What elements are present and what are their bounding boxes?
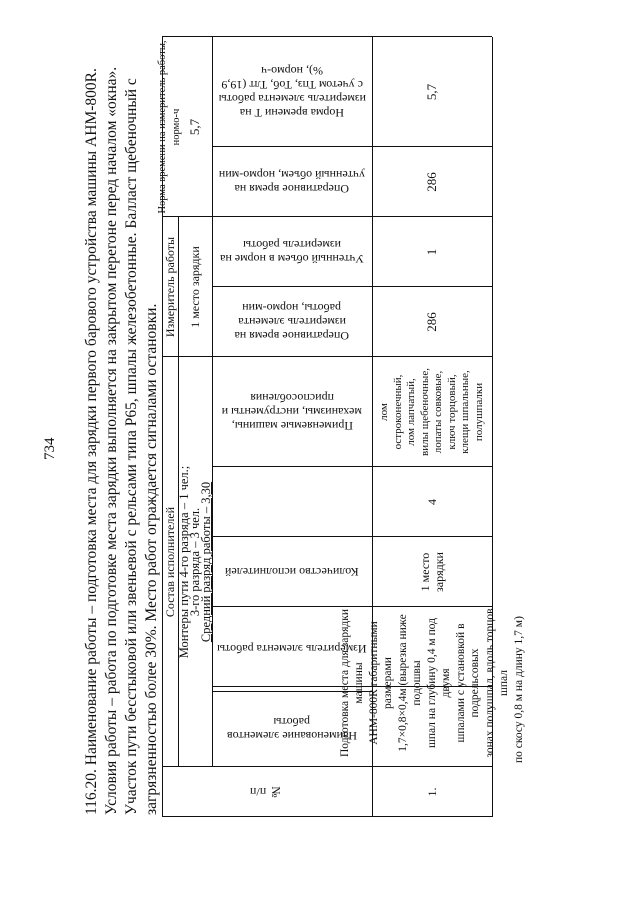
norm-value: 5,7 — [187, 118, 202, 136]
row-element-meter: 1 место зарядки — [418, 552, 446, 592]
header-op-time-element: Оперативное время на измеритель элемента работы, нормо-мин — [234, 301, 350, 343]
table-line — [212, 286, 492, 287]
header-element-name: Наименование элементов работы — [226, 715, 358, 744]
header-crew: Состав исполнителей — [163, 506, 177, 618]
header-element-meter: Измеритель элемента работы — [217, 642, 367, 657]
track-conditions: Участок пути бесстыковой или звеньевой с рельсами типа Р65, шпалы железобетонные. Балласт щебеночный с — [123, 78, 140, 815]
crew-composition: Монтеры пути 4-го разряда – 1 чел.; 3-го разряда – 3 чел. Средний разряд работы – 3,30 — [176, 465, 213, 659]
row-op-time: 286 — [424, 312, 439, 332]
table-line — [212, 146, 492, 147]
header-volume: Учтенный объем в норме на измеритель работы — [220, 238, 364, 266]
row-norm-t: 5,7 — [424, 83, 439, 101]
header-norm: Норма времени на измеритель работы, нормо-ч — [157, 40, 182, 214]
row-tools: лом остроконечный, лом лапчатый, вилы щебеночные, лопаты совковые, ключ торцовый, клещи шпальные, полушпалки — [378, 368, 485, 456]
header-num: № п/п — [250, 785, 284, 799]
header-performers: Количество исполнителей — [225, 565, 359, 579]
measure-value: 1 место зарядки — [188, 246, 202, 328]
work-title: 116.20. Наименование работы – подготовка места для зарядки первого барового устройства машины АНМ-800R. — [83, 68, 100, 815]
page-number: 734 — [42, 437, 58, 460]
header-tools: Применяемые машины, механизмы, инструменты и приспособления — [221, 391, 363, 433]
row-performers-count: 4 — [425, 499, 439, 505]
row-num: 1. — [425, 787, 439, 797]
work-conditions: Условия работы – работа по подготовке места зарядки выполняется на закрытом перегоне перед началом «окна». — [103, 66, 120, 815]
header-norm-t: Норма времени Т на измеритель элемента работы с учетом Тпз, Тоб, Тлт (19,9 %), нормо-ч — [218, 64, 366, 120]
row-element-name: Подготовка места для зарядки машины АНМ-800R габаритными размерами 1,7×0,8×0,4м (вырезка ниже подошвы шпал на глубину 0,4 м под двумя шпалами с установкой в подрельсовых зонах полушпал, вдоль торцов шпал по скосу 0,8 м на длину 1,7 м) — [338, 608, 525, 763]
header-tools-a — [212, 467, 372, 537]
row-op-time-volume: 286 — [424, 172, 439, 192]
ballast-conditions: загрязненностью более 30%. Место работ ограждается сигналами остановки. — [143, 303, 160, 815]
header-op-time-volume: Оперативное время на учтенный объем, нормо-мин — [218, 168, 366, 196]
header-measure-unit: Измеритель работы — [163, 236, 177, 338]
row-volume: 1 — [424, 248, 439, 256]
